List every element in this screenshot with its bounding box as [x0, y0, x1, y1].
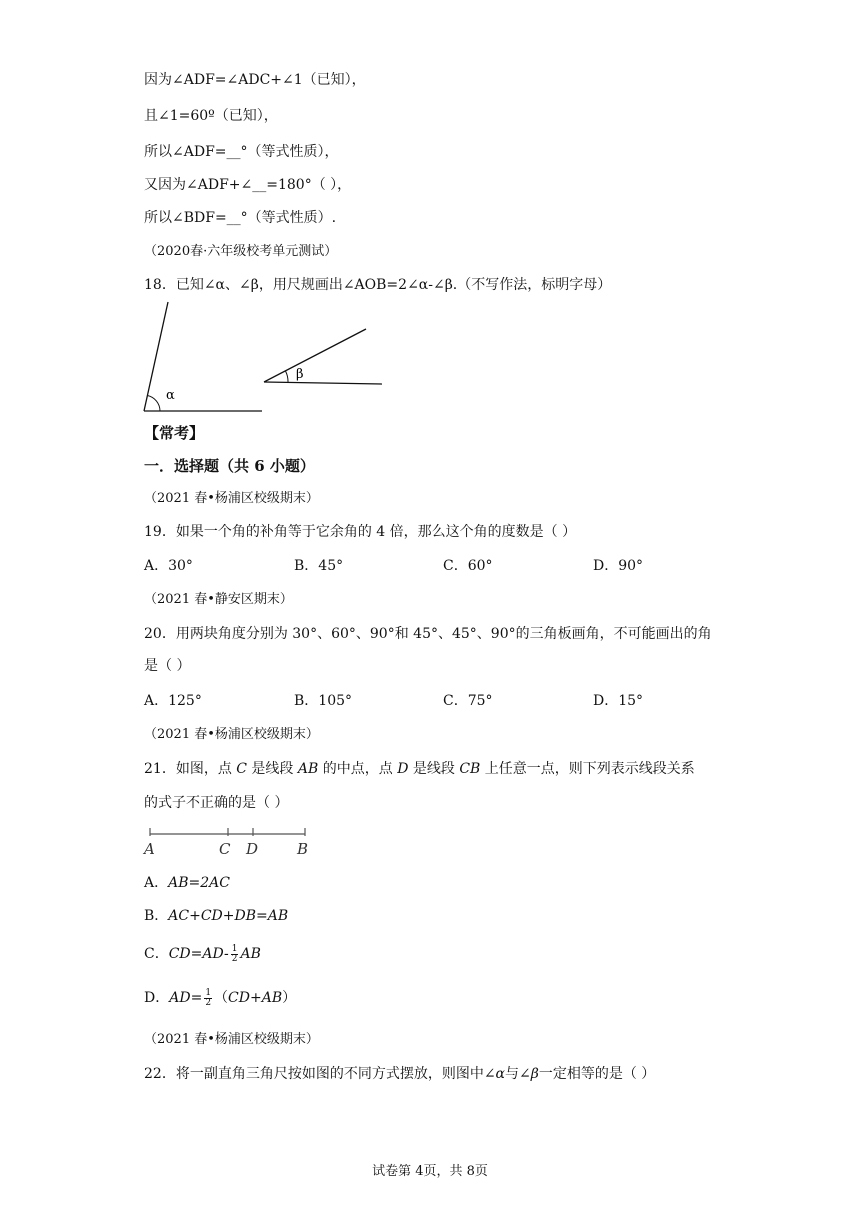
figure-21-segment: [140, 824, 320, 858]
q21-option-c-label: C．: [144, 946, 169, 962]
source-note-2020: （2020春·六年级校考单元测试）: [144, 244, 338, 259]
q21-text-3: 的中点，点: [318, 761, 398, 777]
q21-option-d-paren-open: （: [214, 990, 229, 1006]
proof-line-5: 所以∠BDF=__°（等式性质）.: [144, 210, 337, 226]
q21-option-d-label: D．: [144, 990, 170, 1006]
source-note-jingan: （2021 春•静安区期末）: [144, 592, 293, 607]
q19-option-c: C．60°: [443, 558, 493, 574]
q21-segment-ab: AB: [297, 761, 319, 777]
source-note-yangpu-3: （2021 春•杨浦区校级期末）: [144, 1032, 319, 1047]
proof-line-4: 又因为∠ADF+∠__=180°（ ），: [144, 177, 352, 193]
angle-alpha: [144, 302, 262, 411]
q19-option-d: D．90°: [593, 558, 644, 574]
alpha-label: α: [166, 388, 175, 403]
q22-text-2: 与: [505, 1066, 520, 1082]
q21-option-d-expr-2: CD+AB: [228, 990, 283, 1006]
source-note-yangpu-1: （2021 春•杨浦区校级期末）: [144, 491, 319, 506]
proof-line-2: 且∠1=60º（已知），: [144, 108, 278, 124]
q22-text-3: 一定相等的是（ ）: [538, 1066, 656, 1082]
beta-label: β: [296, 367, 304, 382]
q19-option-a: A．30°: [144, 558, 193, 574]
q21-option-c-expr-2: AB: [240, 946, 261, 962]
q21-option-d-expr-1: AD=: [169, 990, 203, 1006]
q21-text-5: 上任意一点，则下列表示线段关系: [480, 761, 695, 777]
question-21-line-2: 的式子不正确的是（ ）: [144, 795, 289, 811]
fraction-numerator: 1: [231, 943, 238, 954]
label-a: A: [144, 840, 155, 858]
question-21-line-1: [144, 759, 695, 779]
label-b: B: [297, 840, 309, 858]
q20-option-c: C．75°: [443, 693, 493, 709]
q21-option-a: [144, 873, 230, 893]
q20-option-a: A．125°: [144, 693, 202, 709]
proof-line-1: 因为∠ADF=∠ADC+∠1（已知），: [144, 72, 366, 88]
source-note-yangpu-2: （2021 春•杨浦区校级期末）: [144, 727, 319, 742]
q22-angle-alpha: ∠α: [483, 1066, 506, 1082]
q21-option-b-label: B．: [144, 908, 169, 924]
proof-line-3: 所以∠ADF=__°（等式性质），: [144, 144, 339, 160]
label-c: C: [219, 840, 231, 858]
q20-option-b: B．105°: [294, 693, 353, 709]
question-22: [144, 1064, 655, 1084]
fraction-one-half: [204, 989, 212, 1008]
q20-option-d: D．15°: [593, 693, 644, 709]
figure-18-angles: [140, 298, 390, 418]
q21-text-2: 是线段: [246, 761, 298, 777]
q21-option-b-expr: AC+CD+DB=AB: [168, 908, 289, 924]
q21-segment-cb: CB: [459, 761, 481, 777]
fraction-denominator: 2: [231, 953, 238, 964]
fraction-numerator: 1: [205, 987, 212, 998]
section-changkao: 【常考】: [144, 424, 205, 442]
angle-beta: [264, 329, 382, 384]
fraction-one-half: [231, 945, 239, 964]
q21-point-c: C: [236, 761, 247, 777]
q22-text-1: 22．将一副直角三角尺按如图的不同方式摆放，则图中: [144, 1066, 484, 1082]
page-footer: 试卷第 4页，共 8页: [372, 1164, 488, 1179]
q21-option-c: [144, 944, 261, 964]
question-18: 18．已知∠α、∠β，用尺规画出∠AOB=2∠α-∠β.（不写作法，标明字母）: [144, 277, 612, 293]
question-20-line-2: 是（ ）: [144, 658, 191, 674]
question-20-line-1: 20．用两块角度分别为 30°、60°、90°和 45°、45°、90°的三角板画角，不可能画出的角: [144, 626, 712, 642]
q19-option-b: B．45°: [294, 558, 344, 574]
question-19: 19．如果一个角的补角等于它余角的 4 倍，那么这个角的度数是（ ）: [144, 524, 577, 540]
q22-angle-beta: ∠β: [519, 1066, 539, 1082]
section-choice-title: 一．选择题（共 6 小题）: [144, 457, 315, 475]
q21-option-d: [144, 988, 296, 1008]
q21-point-d: D: [397, 761, 409, 777]
q21-option-c-expr-1: CD=AD-: [168, 946, 229, 962]
q21-option-a-expr: AB=2AC: [168, 875, 230, 891]
q21-option-a-label: A．: [144, 875, 169, 891]
label-d: D: [246, 840, 259, 858]
q21-text-4: 是线段: [408, 761, 460, 777]
q21-option-b: [144, 906, 288, 926]
q21-text-1: 21．如图，点: [144, 761, 237, 777]
fraction-denominator: 2: [205, 997, 212, 1008]
q21-option-d-paren-close: ）: [282, 990, 297, 1006]
